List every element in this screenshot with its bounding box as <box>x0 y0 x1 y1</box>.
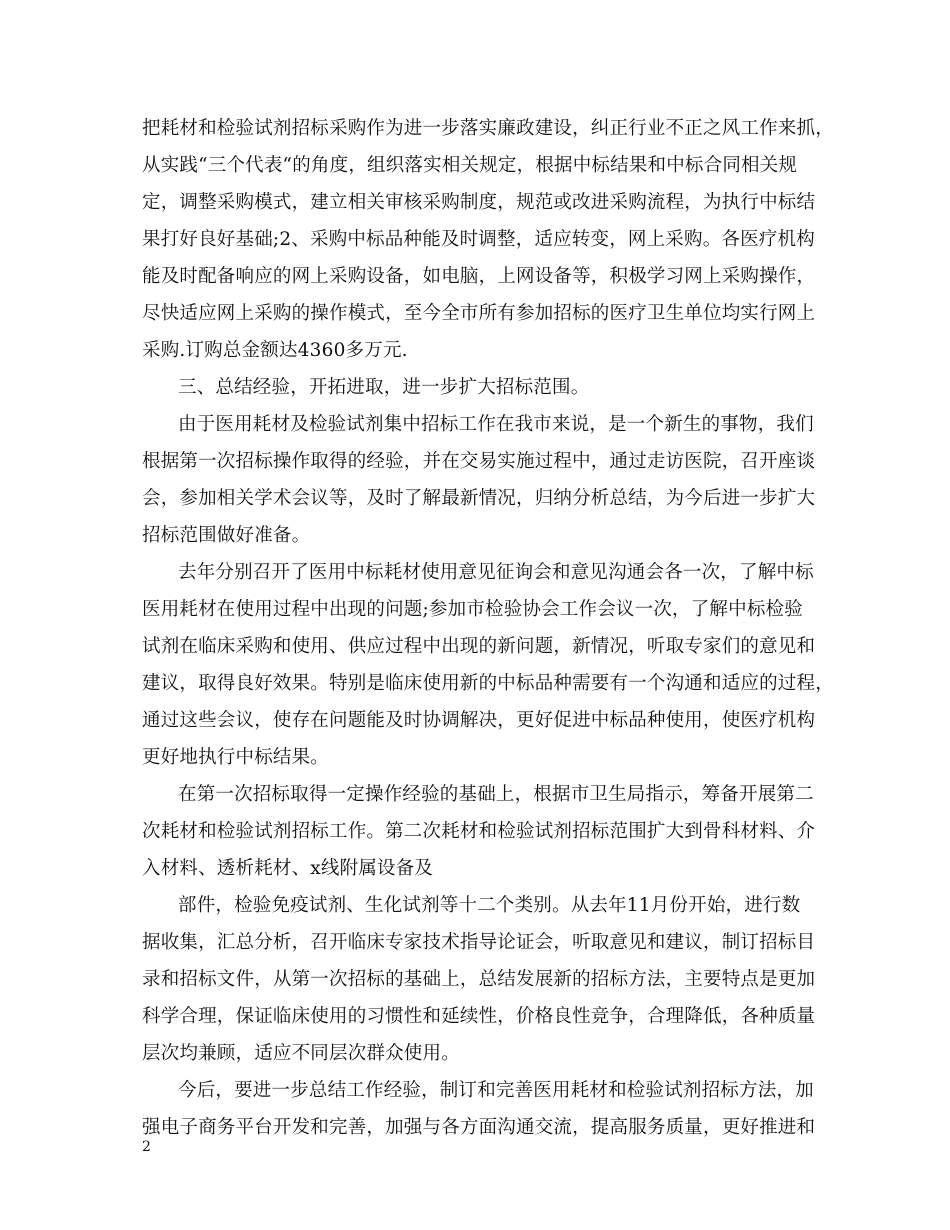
text-line: 入材料、透析耗材、x线附属设备及 <box>142 858 434 879</box>
text-line: 从实践“三个代表“的角度，组织落实相关规定，根据中标结果和中标合同相关规 <box>142 155 798 176</box>
text-line: 试剂在临床采购和使用、供应过程中出现的新问题，新情况，听取专家们的意见和 <box>142 636 816 657</box>
text-line: 在第一次招标取得一定操作经验的基础上，根据市卫生局指示，筹备开展第二 <box>178 784 814 805</box>
text-line: 次耗材和检验试剂招标工作。第二次耗材和检验试剂招标范围扩大到骨科材料、介 <box>142 821 816 842</box>
text-line: 建议，取得良好效果。特别是临床使用新的中标品种需要有一个沟通和适应的过程， <box>142 673 834 694</box>
text-line: 据收集，汇总分析，召开临床专家技术指导论证会，听取意见和建议，制订招标目 <box>142 932 816 953</box>
text-line: 今后，要进一步总结工作经验，制订和完善医用耗材和检验试剂招标方法，加 <box>178 1080 814 1101</box>
text-line: 通过这些会议，使存在问题能及时协调解决，更好促进中标品种使用，使医疗机构 <box>142 710 816 731</box>
text-line: 部件，检验免疫试剂、生化试剂等十二个类别。从去年11月份开始，进行数 <box>178 895 801 916</box>
text-line: 由于医用耗材及检验试剂集中招标工作在我市来说，是一个新生的事物，我们 <box>178 414 814 435</box>
text-line: 去年分别召开了医用中标耗材使用意见征询会和意见沟通会各一次，了解中标 <box>178 562 814 583</box>
text-line: 根据第一次招标操作取得的经验，并在交易实施过程中，通过走访医院，召开座谈 <box>142 451 816 472</box>
text-line: 会，参加相关学术会议等，及时了解最新情况，归纳分析总结，为今后进一步扩大 <box>142 488 816 509</box>
text-line: 强电子商务平台开发和完善，加强与各方面沟通交流，提高服务质量，更好推进和 <box>142 1117 816 1138</box>
section-heading: 三、总结经验，开拓进取，进一步扩大招标范围。 <box>178 377 590 398</box>
text-line: 尽快适应网上采购的操作模式，至今全市所有参加招标的医疗卫生单位均实行网上 <box>142 303 816 324</box>
text-line: 定，调整采购模式，建立相关审核采购制度，规范或改进采购流程，为执行中标结 <box>142 192 816 213</box>
text-line: 层次均兼顾，适应不同层次群众使用。 <box>142 1043 460 1064</box>
text-line: 能及时配备响应的网上采购设备，如电脑，上网设备等，积极学习网上采购操作， <box>142 266 816 287</box>
text-line: 果打好良好基础;2、采购中标品种能及时调整，适应转变，网上采购。各医疗机构 <box>142 229 815 250</box>
text-line: 医用耗材在使用过程中出现的问题;参加市检验协会工作会议一次，了解中标检验 <box>142 599 803 620</box>
text-line: 更好地执行中标结果。 <box>142 747 330 768</box>
text-line: 把耗材和检验试剂招标采购作为进一步落实廉政建设，纠正行业不正之风工作来抓， <box>142 118 834 139</box>
text-line: 科学合理，保证临床使用的习惯性和延续性，价格良性竞争，合理降低，各种质量 <box>142 1006 816 1027</box>
text-line: 招标范围做好准备。 <box>142 525 311 546</box>
text-line: 录和招标文件，从第一次招标的基础上，总结发展新的招标方法，主要特点是更加 <box>142 969 816 990</box>
page-number: 2 <box>142 1139 151 1155</box>
text-line: 采购.订购总金额达4360多万元. <box>142 340 408 361</box>
